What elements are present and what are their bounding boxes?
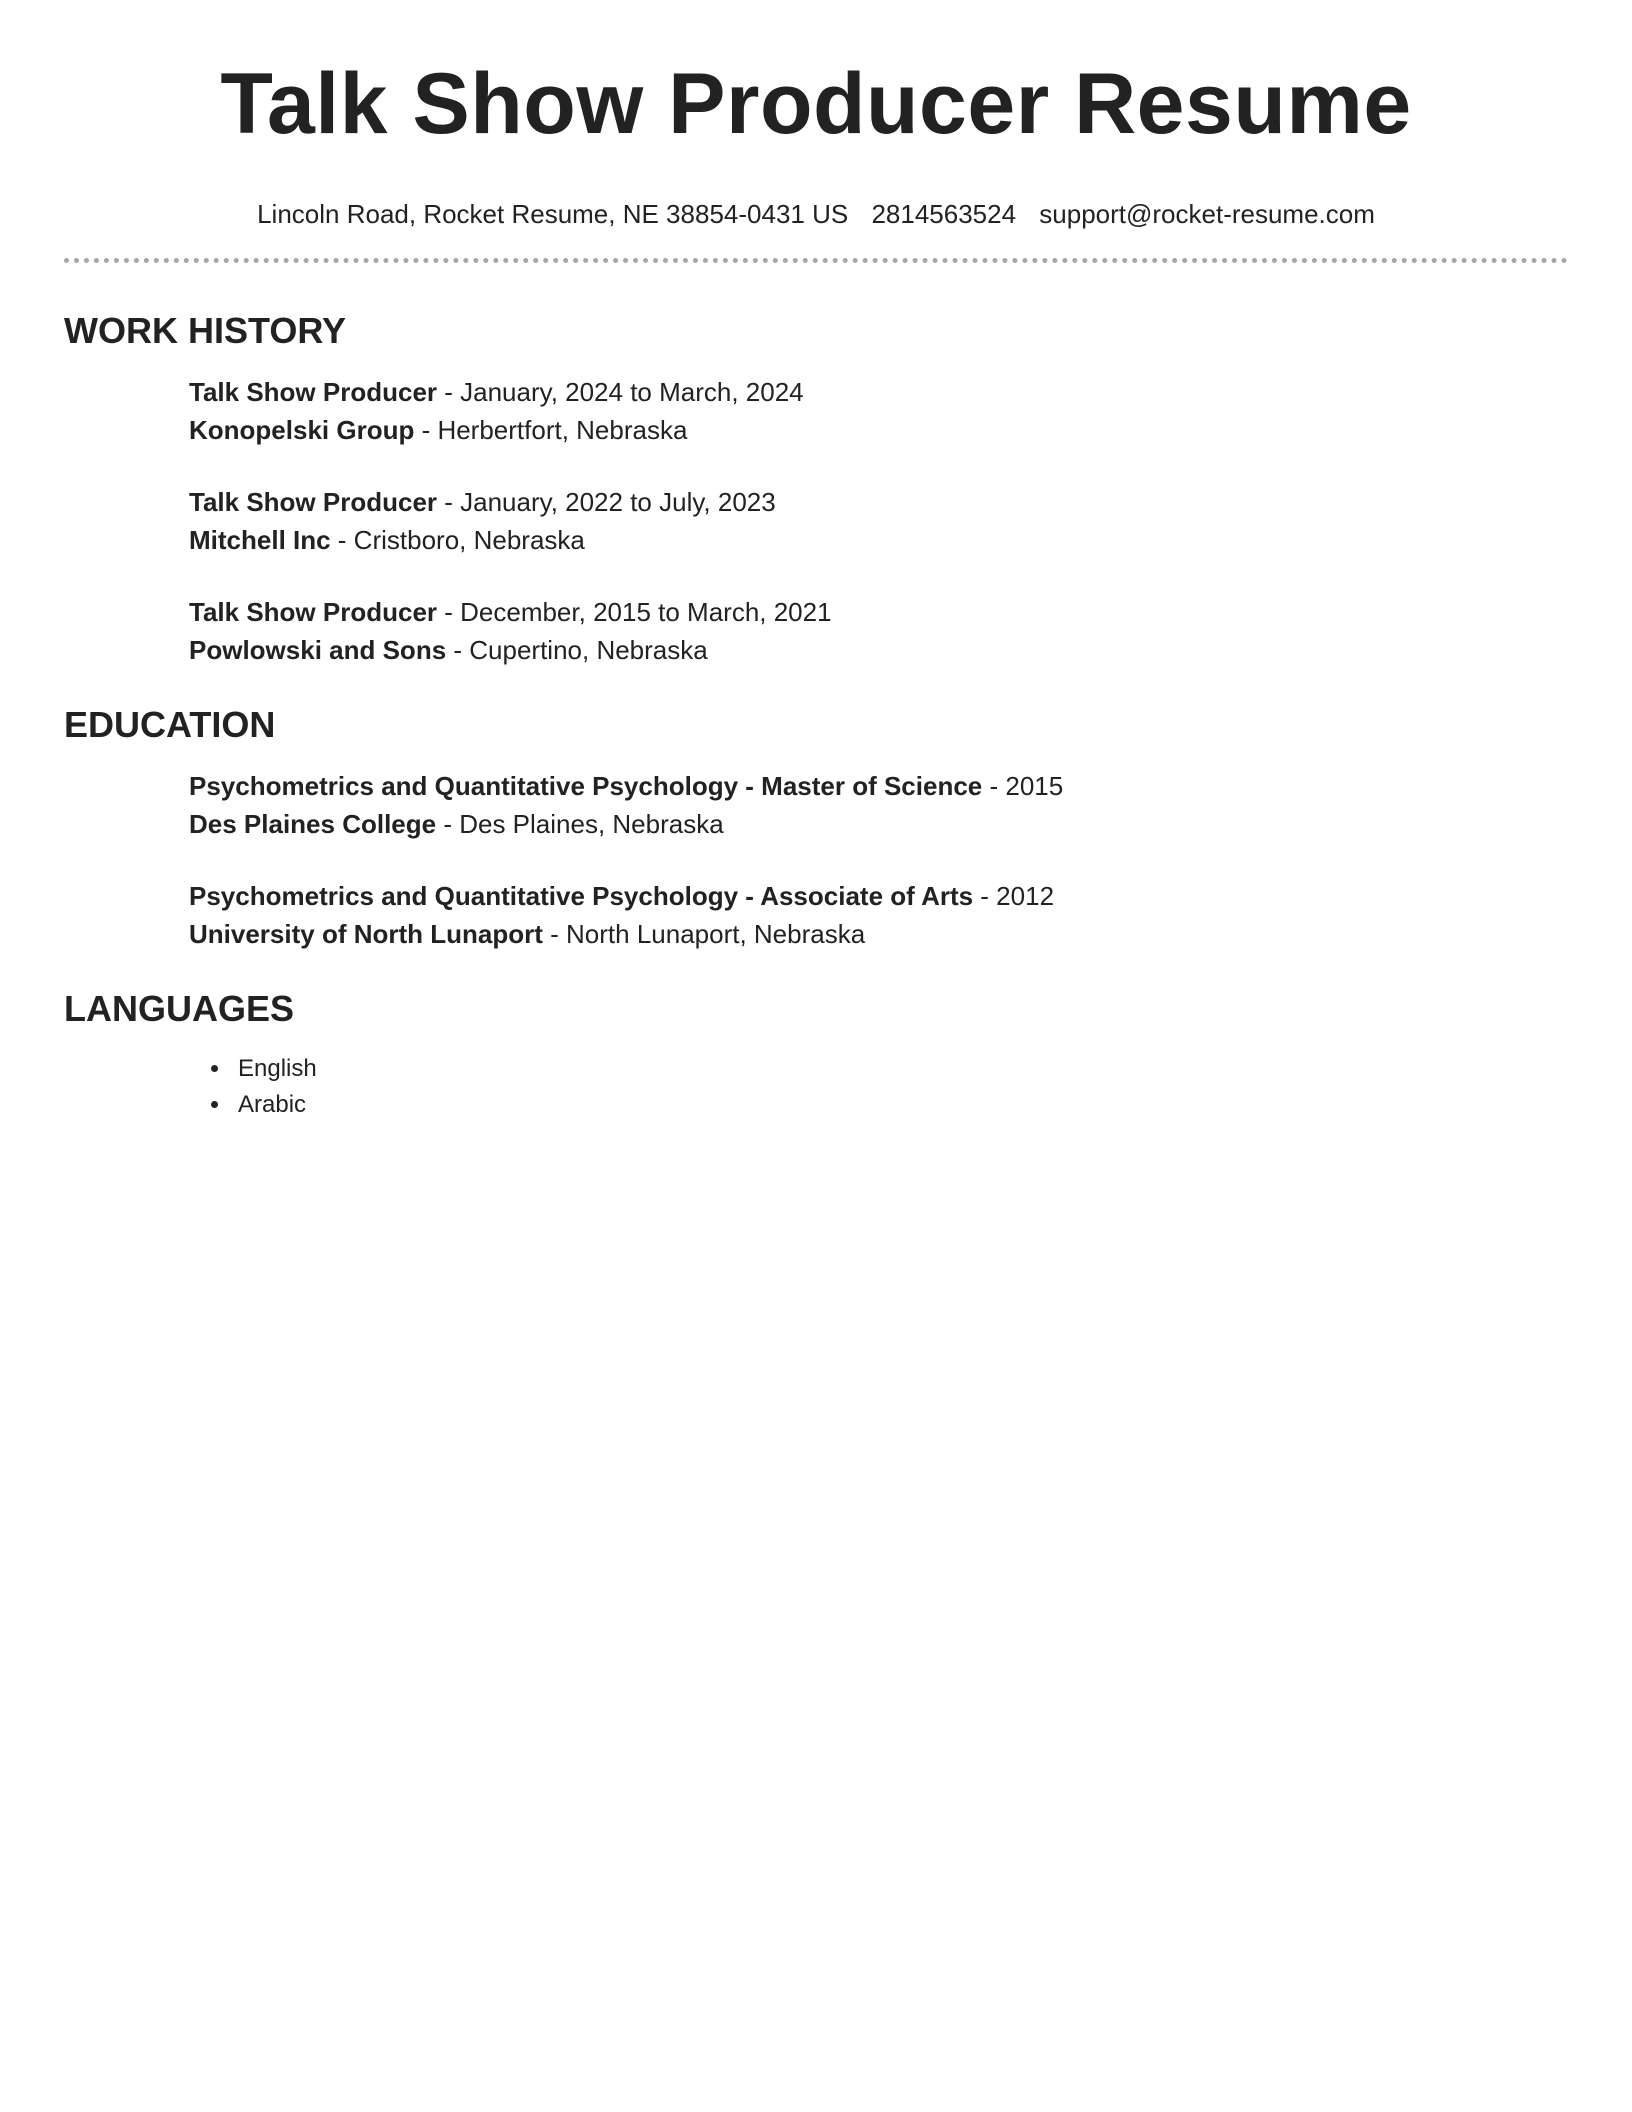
education-entry-school-line xyxy=(189,915,1568,953)
graduation-year: - 2012 xyxy=(973,881,1055,911)
job-title: Talk Show Producer xyxy=(189,487,438,517)
language-item: • English xyxy=(232,1051,1568,1087)
work-entry xyxy=(189,593,1568,669)
address: Lincoln Road, Rocket Resume, NE 38854-0431 US xyxy=(257,199,849,229)
education-heading: EDUCATION xyxy=(64,704,276,745)
education-entry xyxy=(189,767,1568,843)
education-list xyxy=(189,767,1568,953)
school-location: - Des Plaines, Nebraska xyxy=(436,809,724,839)
page-title: Talk Show Producer Resume xyxy=(220,56,1412,152)
languages-heading: LANGUAGES xyxy=(64,988,295,1029)
work-history-list xyxy=(189,373,1568,669)
work-entry-company-line xyxy=(189,411,1568,449)
education-entry xyxy=(189,877,1568,953)
language-item: • Arabic xyxy=(232,1087,1568,1123)
work-entry-company-line xyxy=(189,521,1568,559)
work-entry xyxy=(189,373,1568,449)
school-name: University of North Lunaport xyxy=(189,919,543,949)
company-location: - Cupertino, Nebraska xyxy=(446,635,708,665)
job-title: Talk Show Producer xyxy=(189,377,438,407)
work-entry-role-line xyxy=(189,593,1568,631)
work-entry-company-line xyxy=(189,631,1568,669)
education-entry-degree-line xyxy=(189,767,1568,805)
company-name: Konopelski Group xyxy=(189,415,415,445)
contact-line xyxy=(64,198,1568,230)
school-location: - North Lunaport, Nebraska xyxy=(542,919,866,949)
work-entry-role-line xyxy=(189,483,1568,521)
graduation-year: - 2015 xyxy=(982,771,1064,801)
resume-page xyxy=(64,0,1568,1123)
job-dates: - December, 2015 to March, 2021 xyxy=(437,597,832,627)
work-entry xyxy=(189,483,1568,559)
company-name: Mitchell Inc xyxy=(189,525,331,555)
phone: 2814563524 xyxy=(871,199,1017,229)
education-entry-degree-line xyxy=(189,877,1568,915)
school-name: Des Plaines College xyxy=(189,809,437,839)
dotted-divider xyxy=(64,258,1568,263)
degree-name: Psychometrics and Quantitative Psychology - Associate of Arts xyxy=(189,881,974,911)
job-dates: - January, 2022 to July, 2023 xyxy=(437,487,776,517)
company-location: - Cristboro, Nebraska xyxy=(330,525,585,555)
work-entry-role-line xyxy=(189,373,1568,411)
languages-list xyxy=(232,1051,1568,1123)
email: support@rocket-resume.com xyxy=(1039,199,1375,229)
job-dates: - January, 2024 to March, 2024 xyxy=(437,377,804,407)
education-entry-school-line xyxy=(189,805,1568,843)
company-location: - Herbertfort, Nebraska xyxy=(414,415,688,445)
job-title: Talk Show Producer xyxy=(189,597,438,627)
company-name: Powlowski and Sons xyxy=(189,635,447,665)
degree-name: Psychometrics and Quantitative Psychology - Master of Science xyxy=(189,771,983,801)
work-history-heading: WORK HISTORY xyxy=(64,310,347,351)
